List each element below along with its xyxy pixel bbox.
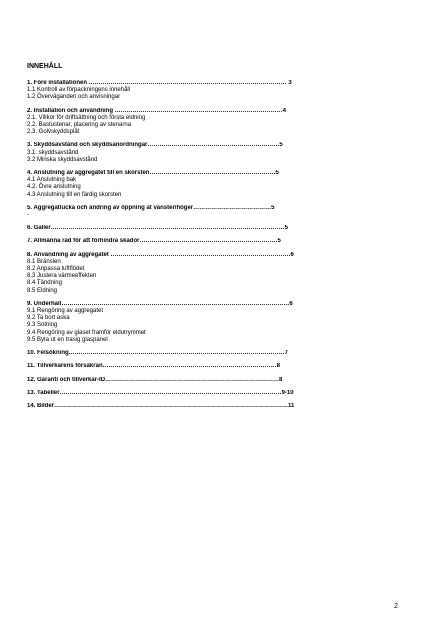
toc-entry[interactable]: 6. Galler………………………………………………………………………………………………………5 bbox=[27, 225, 289, 232]
toc-subentry[interactable]: 4.2. Övre anslutning bbox=[27, 184, 81, 191]
toc-entry[interactable]: 3. Skyddsavstånd och skyddsanordningar…………………………………………………………5 bbox=[27, 142, 283, 149]
toc-section bbox=[27, 238, 327, 245]
toc-subentry[interactable]: 4.1 Anslutning bak bbox=[27, 177, 77, 184]
toc-entry[interactable]: 4. Anslutning av aggregatet till en skorsten………………………………………………………5 bbox=[27, 170, 279, 177]
toc-subentry[interactable]: 8.3 Justera värmeeffekten bbox=[27, 273, 97, 280]
toc-subentry[interactable]: 2.3. Golvskyddsplåt bbox=[27, 129, 80, 136]
toc-subentry[interactable]: 8.5 Eldning bbox=[27, 287, 58, 294]
toc-subentry[interactable]: 1.2 Överväganden och anvisningar bbox=[27, 94, 121, 101]
toc-section bbox=[27, 170, 327, 199]
toc-subentry[interactable]: - bbox=[27, 212, 29, 219]
toc-section bbox=[27, 108, 327, 137]
toc-section bbox=[27, 301, 327, 344]
toc-subentry[interactable]: 2.1. Villkor för driftsättning och första eldning bbox=[27, 114, 146, 121]
table-of-contents bbox=[27, 80, 327, 416]
page-number: 2 bbox=[394, 603, 398, 610]
toc-subentry[interactable]: 3.2 Minska skyddsavstånd bbox=[27, 156, 98, 163]
toc-subentry[interactable]: 4.3 Anslutning till en färdig skorsten bbox=[27, 191, 122, 198]
toc-section bbox=[27, 252, 327, 295]
toc-entry[interactable]: 12. Garanti och tillverkar-ID……………………………………………………………………………8 bbox=[27, 376, 283, 383]
toc-section bbox=[27, 377, 327, 384]
toc-section bbox=[27, 363, 327, 370]
toc-section bbox=[27, 80, 327, 102]
toc-section bbox=[27, 205, 327, 219]
toc-entry[interactable]: 7. Allmänna råd för att förhindra skador……………………………………………………………5 bbox=[27, 238, 281, 245]
toc-section bbox=[27, 225, 327, 232]
toc-section bbox=[27, 403, 327, 410]
toc-entry[interactable]: 1. Före installationen ……………………………………………………………………………………… 3 bbox=[27, 80, 292, 86]
toc-entry[interactable]: 2. Installation och användning …………………………………………………………………………4 bbox=[27, 107, 287, 114]
toc-section bbox=[27, 142, 327, 164]
toc-entry[interactable]: 13. Tabeller…………………………………………………………………………………………………9-10 bbox=[27, 389, 294, 396]
toc-subentry[interactable]: 9.2 Ta bort aska bbox=[27, 315, 70, 322]
toc-subentry[interactable]: 3.1. skyddsavstånd bbox=[27, 149, 79, 156]
toc-section bbox=[27, 390, 327, 397]
toc-subentry[interactable]: 9.3 Sotning bbox=[27, 322, 58, 329]
toc-subentry[interactable]: 9.4 Rengöring av glaset framför eldutrymmet bbox=[27, 329, 146, 336]
toc-subentry[interactable]: 9.5 Byta ut en trasig glaspanel bbox=[27, 336, 108, 343]
toc-entry[interactable]: 8. Användning av aggregatet ………………………………………………………………………………6 bbox=[27, 251, 294, 258]
toc-entry[interactable]: 14. Bilder………………………………………………………………………………………………………11 bbox=[27, 402, 295, 409]
toc-heading: INNEHÅLL bbox=[27, 63, 63, 70]
toc-subentry[interactable]: 2.2. Bastustenar, placering av stenarna bbox=[27, 122, 132, 129]
toc-entry[interactable]: 11. Tillverkarens försäkran……………………………………………………………………………8 bbox=[27, 363, 280, 370]
toc-entry[interactable]: 5. Aggregatlucka och ändring av öppning åt vänster/höger…………………………………5 bbox=[27, 204, 275, 211]
toc-entry[interactable]: 9. Underhåll……………………………………………………………………………………………………6 bbox=[27, 300, 293, 307]
toc-subentry[interactable]: 1.1 Kontroll av förpackningens innehåll bbox=[27, 87, 131, 94]
toc-subentry[interactable]: 8.4 Tändning bbox=[27, 280, 62, 287]
toc-subentry[interactable]: 8.1 Bränslen bbox=[27, 258, 61, 265]
toc-subentry[interactable]: 9.1 Rengöring av aggregatet bbox=[27, 308, 104, 315]
toc-entry[interactable]: 10. Felsökning………………………………………………………………………………………………7 bbox=[27, 350, 289, 357]
toc-subentry[interactable]: 8.2 Anpassa luftflödet bbox=[27, 266, 85, 273]
toc-section bbox=[27, 350, 327, 357]
